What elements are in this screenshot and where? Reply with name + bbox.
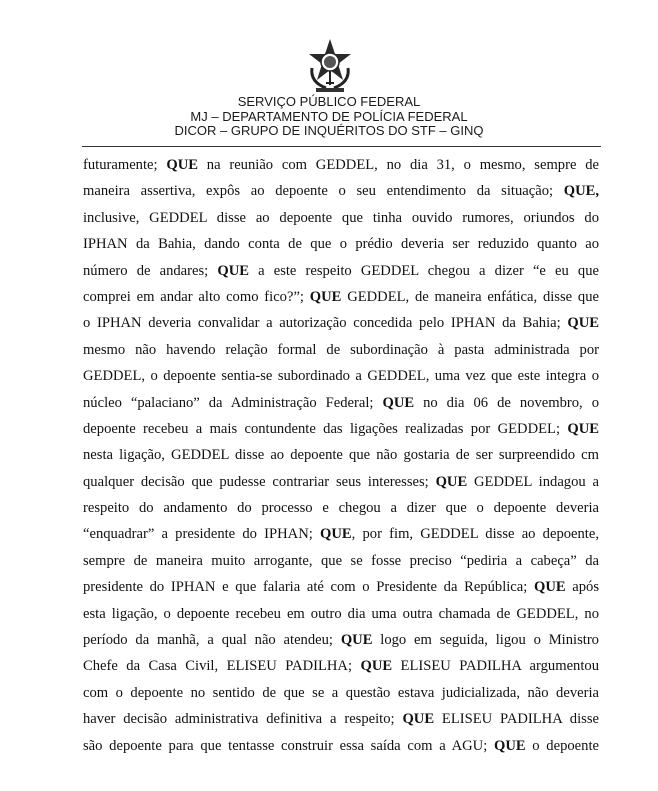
que-keyword: QUE — [493, 737, 526, 754]
body-text-segment: o depoente — [525, 737, 599, 754]
body-text-segment: ELISEU PADILHA disse — [434, 711, 599, 728]
que-keyword: QUE — [567, 315, 599, 332]
body-text-segment: esta ligação, o depoente recebeu em outro dia uma outra chamada de GEDDEL, no — [83, 605, 599, 622]
body-line — [83, 157, 599, 183]
document-header — [0, 95, 658, 139]
body-line — [83, 289, 599, 315]
body-line — [83, 210, 599, 236]
body-line — [83, 342, 599, 368]
brazil-coat-of-arms-icon — [306, 38, 354, 94]
body-text-segment: Chefe da Casa Civil, ELISEU PADILHA; — [83, 658, 361, 675]
body-text-segment: comprei em andar alto como fico?”; — [83, 288, 310, 305]
body-text-segment: IPHAN da Bahia, dando conta de que o prédio deveria ser reduzido quanto ao — [83, 236, 599, 253]
body-text-segment: são depoente para que tentasse construir essa saída com a AGU; — [83, 737, 494, 754]
body-text-segment: sempre de maneira muito arrogante, que se fosse preciso “pediria a cabeça” da — [83, 552, 599, 569]
body-text-segment: futuramente; — [83, 157, 167, 173]
body-text-segment: respeito do andamento do processo e chegou a dizer que o depoente deveria — [83, 500, 599, 517]
body-text-segment: inclusive, GEDDEL disse ao depoente que tinha ouvido rumores, oriundos do — [83, 209, 599, 226]
body-line — [83, 315, 599, 341]
body-line — [83, 263, 599, 289]
body-text-segment: núcleo “palaciano” da Administração Federal; — [83, 394, 383, 411]
body-text-segment: após — [565, 579, 599, 596]
body-line — [83, 738, 599, 764]
body-text-segment: o IPHAN deveria convalidar a autorização concedida pelo IPHAN da Bahia; — [83, 315, 568, 332]
que-keyword: QUE — [382, 394, 415, 411]
body-text-segment: período da manhã, a qual não atendeu; — [83, 632, 341, 649]
que-keyword: QUE — [360, 658, 393, 675]
que-keyword: QUE — [217, 262, 249, 279]
body-text-segment: GEDDEL indagou a — [467, 473, 599, 490]
body-text-segment: ELISEU PADILHA argumentou — [392, 658, 599, 675]
body-text-segment: número de andares; — [83, 262, 218, 279]
body-text-segment: presidente do IPHAN e que falaria até com o Presidente da República; — [83, 579, 534, 596]
que-keyword: QUE, — [563, 183, 599, 200]
body-line — [83, 500, 599, 526]
header-divider — [82, 146, 601, 147]
body-text-segment: a este respeito GEDDEL chegou a dizer “e eu que — [248, 262, 599, 279]
body-line — [83, 447, 599, 473]
que-keyword: QUE — [340, 632, 373, 649]
body-line — [83, 421, 599, 447]
que-keyword: QUE — [320, 526, 352, 543]
body-text-segment: qualquer decisão que pudesse contrariar seus interesses; — [83, 473, 436, 490]
body-text-segment: GEDDEL, de maneira enfática, disse que — [341, 288, 599, 305]
body-line — [83, 685, 599, 711]
body-line — [83, 183, 599, 209]
body-line — [83, 579, 599, 605]
body-text-segment: , por fim, GEDDEL disse ao depoente, — [351, 526, 599, 543]
body-line — [83, 606, 599, 632]
body-text-segment: haver decisão administrativa definitiva a respeito; — [83, 711, 403, 728]
header-line-1: SERVIÇO PÚBLICO FEDERAL — [237, 94, 421, 109]
body-line — [83, 474, 599, 500]
header-line-3: DICOR – GRUPO DE INQUÉRITOS DO STF – GINQ — [174, 123, 484, 138]
que-keyword: QUE — [533, 579, 566, 596]
que-keyword: QUE — [402, 711, 435, 728]
que-keyword: QUE — [166, 157, 198, 173]
body-text-segment: nesta ligação, GEDDEL disse ao depoente que não gostaria de ser surpreendido cm — [83, 447, 599, 464]
body-line — [83, 632, 599, 658]
body-line — [83, 658, 599, 684]
body-text-segment: GEDDEL, o depoente sentia-se subordinado a GEDDEL, uma vez que este integra o — [83, 368, 599, 385]
body-line — [83, 395, 599, 421]
body-text-segment: depoente recebeu a mais contundente das ligações realizadas por GEDDEL; — [83, 420, 568, 437]
body-text-segment: no dia 06 de novembro, o — [414, 394, 599, 411]
body-line — [83, 368, 599, 394]
body-line — [83, 526, 599, 552]
body-text-segment: mesmo não havendo relação formal de subordinação à pasta administrada por — [83, 341, 599, 358]
body-text-segment: “enquadrar” a presidente do IPHAN; — [83, 526, 321, 543]
body-text-segment: maneira assertiva, expôs ao depoente o seu entendimento da situação; — [83, 183, 564, 200]
que-keyword: QUE — [435, 473, 468, 490]
body-text-segment: com o depoente no sentido de que se a questão estava judicializada, não deveria — [83, 684, 599, 701]
body-line — [83, 711, 599, 737]
document-body — [83, 157, 599, 764]
que-keyword: QUE — [309, 288, 342, 305]
header-line-2: MJ – DEPARTAMENTO DE POLÍCIA FEDERAL — [190, 108, 468, 124]
body-line — [83, 236, 599, 262]
body-line — [83, 553, 599, 579]
que-keyword: QUE — [567, 420, 599, 437]
body-text-segment: logo em seguida, ligou o Ministro — [372, 632, 599, 649]
body-text-segment: na reunião com GEDDEL, no dia 31, o mesmo, sempre de — [197, 157, 599, 173]
